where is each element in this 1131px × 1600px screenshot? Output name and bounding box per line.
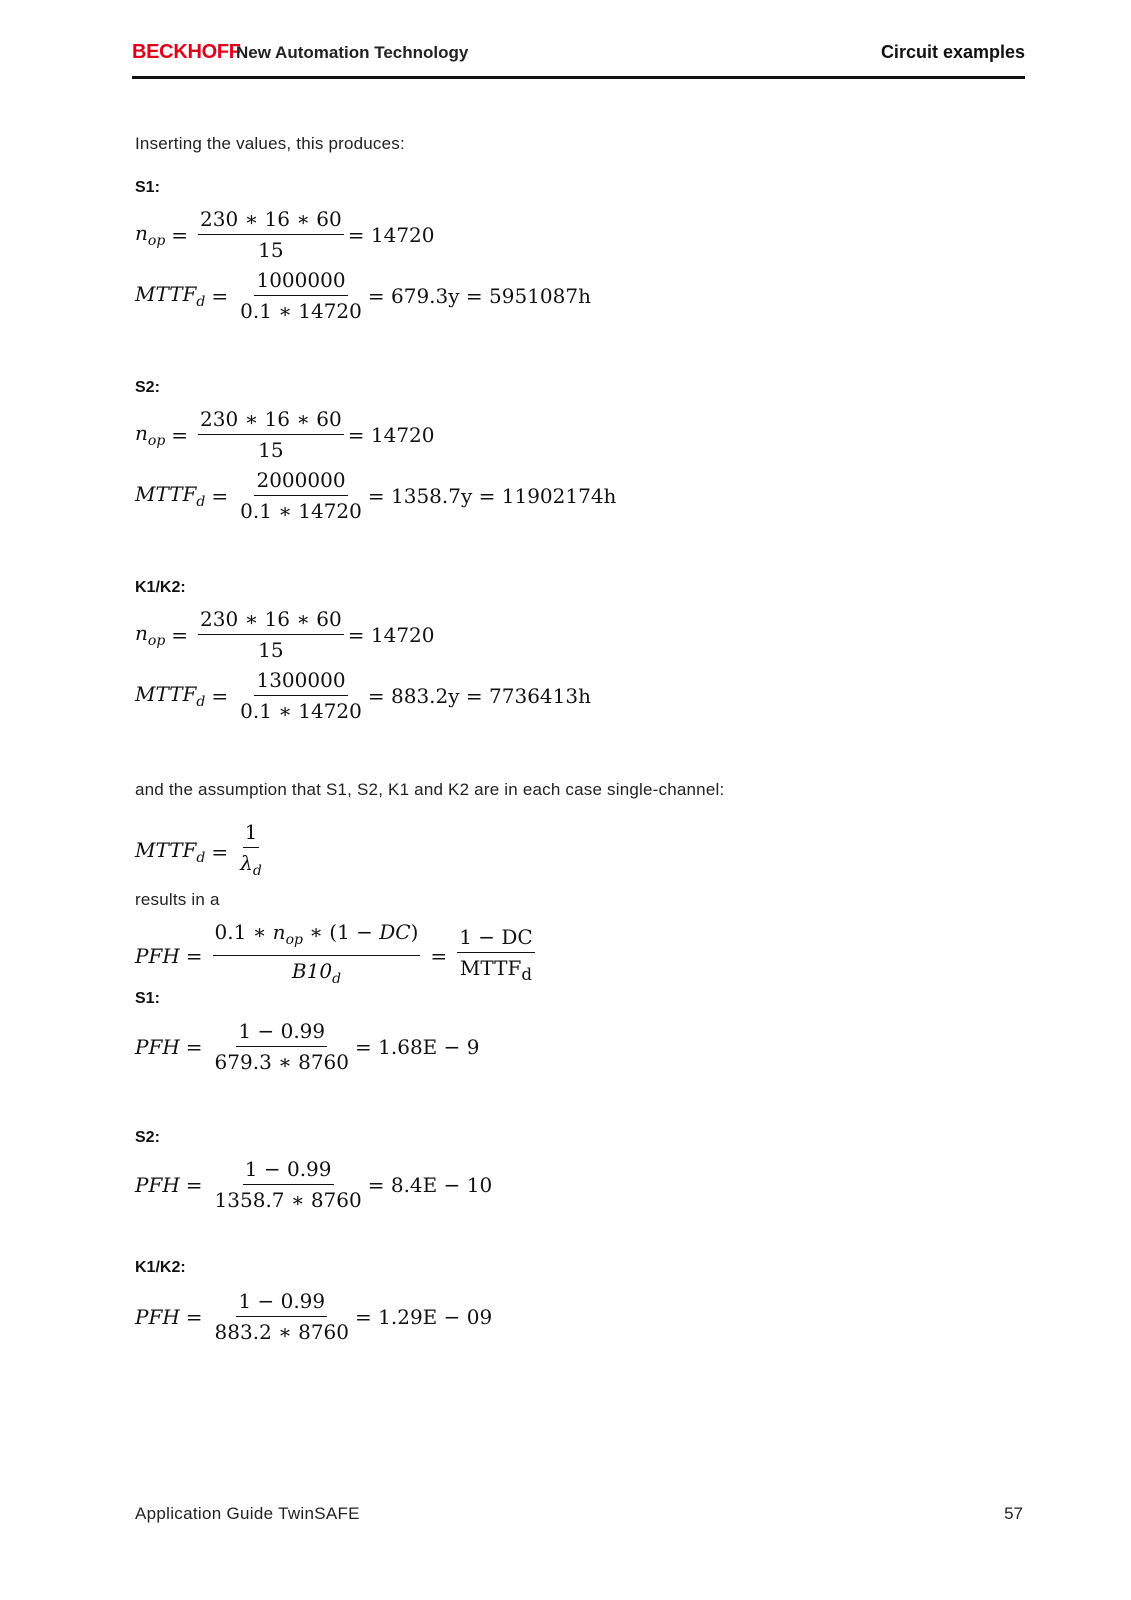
block-label: S2: xyxy=(135,379,160,396)
block-label: K1/K2: xyxy=(135,579,186,596)
mttf-equation: $MTTF_d$ = $\frac{2000000}{0.1 ∗ 14720}$ = 1358.7y = 11902174h xyxy=(135,468,617,523)
pfh-equation: PFH = $\frac{1 - 0.99}{883.2 ∗ 8760}$ = 1.29E − 09 xyxy=(135,1289,493,1344)
pfh-equation: PFH = $\frac{1 - 0.99}{1358.7 ∗ 8760}$ = 8.4E − 10 xyxy=(135,1157,493,1212)
intro-text: Inserting the values, this produces: xyxy=(135,134,405,153)
mttf-equation: $MTTF_d$ = $\frac{1300000}{0.1 ∗ 14720}$ = 883.2y = 7736413h xyxy=(135,668,591,723)
nop-equation: $n_{op}$ = $\frac{230 ∗ 16 ∗ 60}{15}$ = 14720 xyxy=(135,607,435,662)
footer-title: Application Guide TwinSAFE xyxy=(135,1504,360,1523)
fraction: $\frac{1 - 0.99}{679.3 ∗ 8760}$ xyxy=(214,1019,350,1074)
block-label: S2: xyxy=(135,1129,160,1146)
header-tagline: New Automation Technology xyxy=(236,43,469,62)
pfh-definition: PFH = $\frac{0.1 ∗ n_{op} ∗ (1 - DC)}{B10_d}$ = $\frac{1 - DC}{MTTF_d}$ xyxy=(135,920,539,991)
fraction: $\frac{0.1 ∗ n_{op} ∗ (1 - DC)}{B10_d}$ xyxy=(214,920,419,987)
fraction: $\frac{1}{\lambda_d}$ xyxy=(240,820,262,879)
fraction: $\frac{230 ∗ 16 ∗ 60}{15}$ xyxy=(200,407,342,462)
fraction: $\frac{1000000}{0.1 ∗ 14720}$ xyxy=(240,268,362,323)
page-header xyxy=(132,38,1025,79)
fraction: $\frac{2000000}{0.1 ∗ 14720}$ xyxy=(240,468,362,523)
results-text: results in a xyxy=(135,890,220,909)
fraction: $\frac{1 - DC}{MTTF_d}$ xyxy=(459,924,533,984)
mttf-equation: $MTTF_d$ = $\frac{1000000}{0.1 ∗ 14720}$ = 679.3y = 5951087h xyxy=(135,268,591,323)
nop-equation: $n_{op}$ = $\frac{230 ∗ 16 ∗ 60}{15}$ = 14720 xyxy=(135,207,435,262)
block-label: K1/K2: xyxy=(135,1259,186,1276)
mttf-definition: $MTTF_d$ = $\frac{1}{\lambda_d}$ xyxy=(135,820,268,883)
assumption-text: and the assumption that S1, S2, K1 and K2 are in each case single-channel: xyxy=(135,780,725,799)
beckhoff-logo: BECKHOFF xyxy=(132,41,241,63)
fraction: $\frac{1 - 0.99}{883.2 ∗ 8760}$ xyxy=(214,1289,350,1344)
fraction: $\frac{230 ∗ 16 ∗ 60}{15}$ xyxy=(200,607,342,662)
fraction: $\frac{1 - 0.99}{1358.7 ∗ 8760}$ xyxy=(214,1157,362,1212)
section-title: Circuit examples xyxy=(880,42,1025,62)
page-number: 57 xyxy=(1004,1504,1023,1523)
block-label: S1: xyxy=(135,990,160,1007)
fraction: $\frac{1300000}{0.1 ∗ 14720}$ xyxy=(240,668,362,723)
fraction: $\frac{230 ∗ 16 ∗ 60}{15}$ xyxy=(200,207,342,262)
block-label: S1: xyxy=(135,179,160,196)
pfh-equation: PFH = $\frac{1 - 0.99}{679.3 ∗ 8760}$ = 1.68E − 9 xyxy=(135,1019,480,1074)
nop-equation: $n_{op}$ = $\frac{230 ∗ 16 ∗ 60}{15}$ = 14720 xyxy=(135,407,435,462)
